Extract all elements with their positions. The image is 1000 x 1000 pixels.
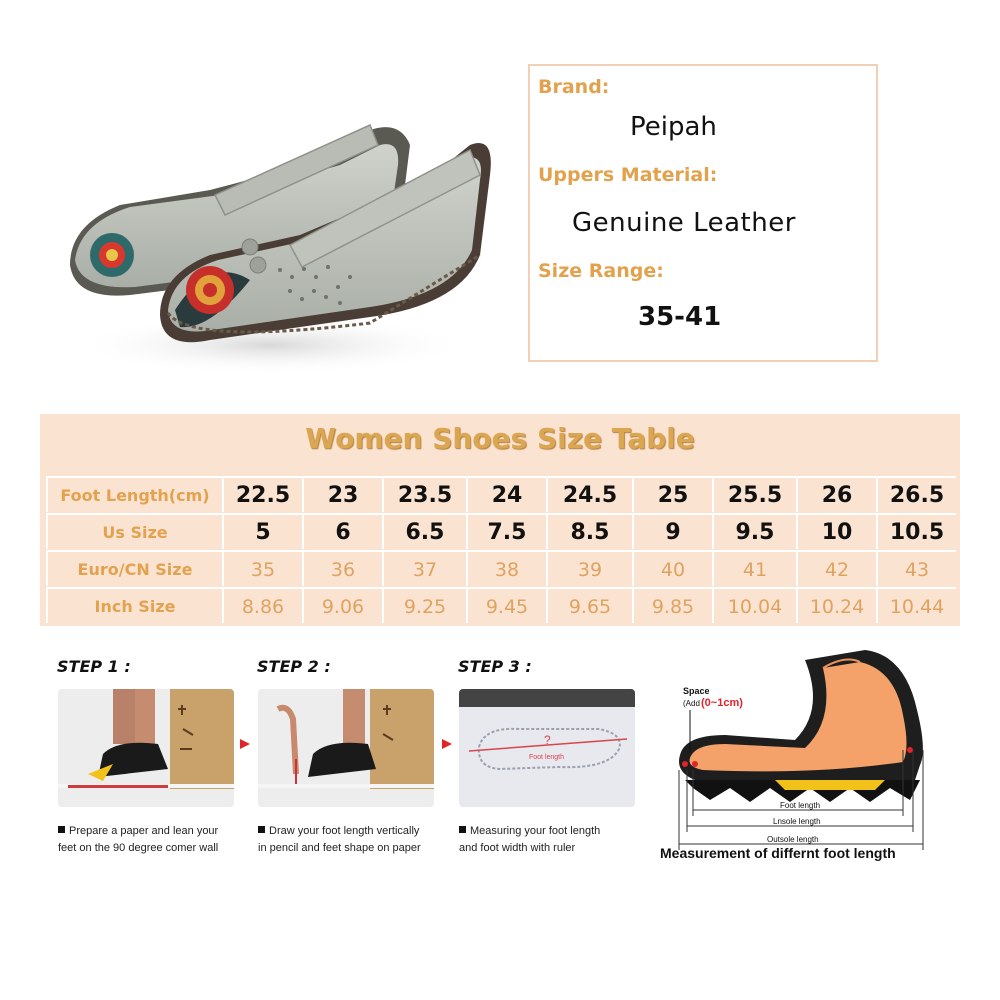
step-2-description [258, 823, 448, 857]
row-header: Inch Size [46, 587, 222, 623]
table-cell: 8.5 [546, 513, 632, 549]
arrow-right-icon [440, 736, 454, 755]
step-1-line-2: feet on the 90 degree comer wall [58, 842, 219, 854]
table-cell: 26 [796, 476, 876, 512]
step-2-title: STEP 2 : [257, 657, 331, 676]
step-3-line-1: Measuring your foot length [470, 825, 601, 837]
arrow-right-icon [238, 736, 252, 755]
step-1-title: STEP 1 : [57, 657, 131, 676]
table-row [40, 513, 960, 549]
foot-length-label: Foot length [780, 801, 821, 810]
row-header: Foot Length(cm) [46, 476, 222, 512]
table-cell: 10.04 [712, 587, 796, 623]
table-cell: 10 [796, 513, 876, 549]
brand-value: Peipah [630, 112, 717, 142]
size-table [40, 414, 960, 626]
brand-label: Brand: [538, 76, 610, 98]
table-cell: 43 [876, 550, 956, 586]
space-range-label: (0~1cm) [701, 697, 743, 709]
outsole-length-label: Outsole length [767, 835, 819, 844]
table-cell: 9 [632, 513, 712, 549]
table-cell: 6.5 [382, 513, 466, 549]
table-cell: 5 [222, 513, 302, 549]
step-2-line-1: Draw your foot length vertically [269, 825, 420, 837]
size-range-label: Size Range: [538, 260, 664, 282]
table-cell: 36 [302, 550, 382, 586]
step-2-photo [258, 689, 434, 807]
table-cell: 23.5 [382, 476, 466, 512]
product-photo [40, 55, 500, 395]
insole-length-label: Lnsole length [773, 817, 821, 826]
size-range-value: 35-41 [638, 302, 722, 332]
step-3-line-2: and foot width with ruler [459, 842, 576, 854]
table-cell: 10.24 [796, 587, 876, 623]
step-3-description [459, 823, 649, 857]
table-cell: 40 [632, 550, 712, 586]
bullet-icon [258, 826, 265, 833]
table-cell: 10.44 [876, 587, 956, 623]
table-cell: 25.5 [712, 476, 796, 512]
step-3-title: STEP 3 : [458, 657, 532, 676]
uppers-material-label: Uppers Material: [538, 164, 718, 186]
uppers-material-value: Genuine Leather [572, 208, 796, 238]
table-cell: 10.5 [876, 513, 956, 549]
size-table-title: Women Shoes Size Table [305, 422, 695, 455]
step-1-line-1: Prepare a paper and lean your [69, 825, 219, 837]
step-3-photo [459, 689, 635, 807]
measurement-caption: Measurement of differnt foot length [660, 845, 896, 861]
space-label: Space [683, 686, 710, 696]
bullet-icon [459, 826, 466, 833]
table-cell: 9.45 [466, 587, 546, 623]
table-cell: 37 [382, 550, 466, 586]
table-cell: 23 [302, 476, 382, 512]
row-header: Euro/CN Size [46, 550, 222, 586]
step-3-question-mark: ? [544, 733, 551, 747]
table-cell: 22.5 [222, 476, 302, 512]
table-cell: 26.5 [876, 476, 956, 512]
table-cell: 25 [632, 476, 712, 512]
table-row [40, 476, 960, 512]
table-cell: 9.06 [302, 587, 382, 623]
table-cell: 24.5 [546, 476, 632, 512]
table-cell: 24 [466, 476, 546, 512]
table-cell: 38 [466, 550, 546, 586]
table-cell: 9.65 [546, 587, 632, 623]
row-header: Us Size [46, 513, 222, 549]
table-cell: 39 [546, 550, 632, 586]
foot-measurement-diagram [655, 640, 955, 870]
table-row [40, 550, 960, 586]
step-1-description [58, 823, 248, 857]
table-cell: 41 [712, 550, 796, 586]
step-2-line-2: in pencil and feet shape on paper [258, 842, 421, 854]
table-cell: 42 [796, 550, 876, 586]
table-cell: 9.5 [712, 513, 796, 549]
table-cell: 35 [222, 550, 302, 586]
table-row [40, 587, 960, 623]
table-cell: 7.5 [466, 513, 546, 549]
table-cell: 6 [302, 513, 382, 549]
space-add-label: (Add [683, 699, 700, 708]
step-1-photo [58, 689, 234, 807]
table-cell: 9.85 [632, 587, 712, 623]
table-cell: 9.25 [382, 587, 466, 623]
bullet-icon [58, 826, 65, 833]
product-info-box [528, 64, 878, 362]
step-3-foot-length-label: Foot length [529, 754, 565, 761]
table-cell: 8.86 [222, 587, 302, 623]
